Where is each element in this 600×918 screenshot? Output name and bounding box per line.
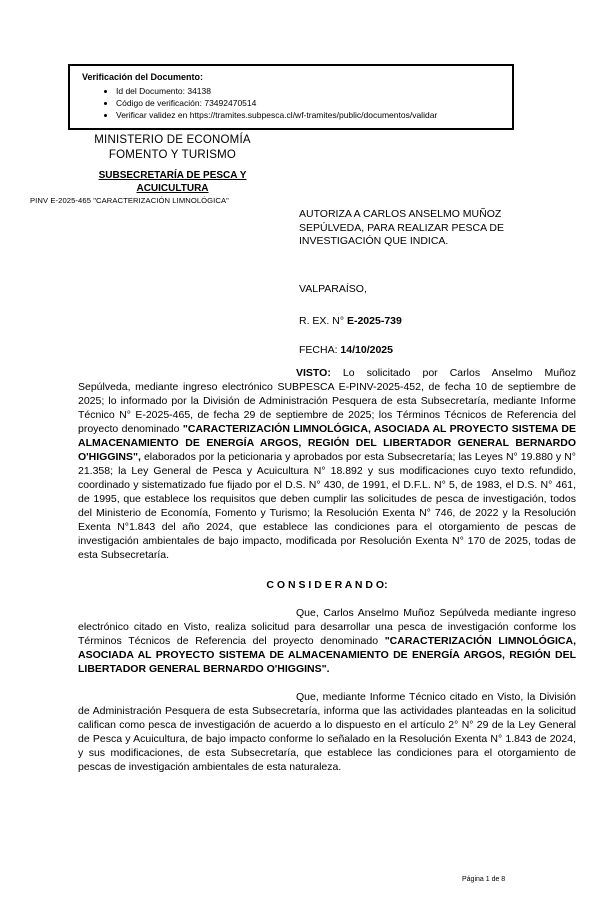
resolution-subject: AUTORIZA A CARLOS ANSELMO MUÑOZ SEPÚLVEDA, PARA REALIZAR PESCA DE INVESTIGACIÓN QUE INDICA. bbox=[299, 208, 505, 247]
page-indicator: Página 1 de 8 bbox=[462, 876, 506, 883]
considerando-paragraph-2: Que, mediante Informe Técnico citado en Visto, la División de Administración Pesquera de esta Subsecretaría, informa que las actividades planteadas en la solicitud califican como pesca de investigación de acuerdo a lo dispuesto en el artículo 2° N° 29 de la Ley General de Pesca y Acuicultura, de bajo impacto conforme lo señalado en la Resolución Exenta N° 1.843 de 2024, y sus modificaciones, de esta Subsecretaría, que establece las condiciones para el otorgamiento de pescas de investigación ambientales de esta naturaleza. bbox=[78, 691, 576, 773]
date-value: 14/10/2025 bbox=[340, 344, 393, 356]
considerando-p1-text: Que, Carlos Anselmo Muñoz Sepúlveda mediante ingreso electrónico citado en Visto, realiza solicitud para desarrollar una pesca de investigación conforme los Términos Técnicos de Referencia del proyecto denominado bbox=[78, 607, 576, 647]
considerando-heading: C O N S I D E R A N D O: bbox=[266, 579, 388, 591]
verification-list bbox=[82, 85, 508, 121]
verification-item-document-id: • Id del Documento: 34138 bbox=[116, 85, 508, 97]
verification-box bbox=[68, 64, 514, 130]
visto-project-title: "CARACTERIZACIÓN LIMNOLÓGICA, ASOCIADA AL PROYECTO SISTEMA DE ALMACENAMIENTO DE ENERGÍA ARGOS, REGIÓN DEL LIBERTADOR GENERAL BERNARDO O'HIGGINS", bbox=[78, 423, 576, 463]
ministry-name-line1: MINISTERIO DE ECONOMÍA bbox=[94, 134, 251, 146]
considerando-p1-project-title: "CARACTERIZACIÓN LIMNOLÓGICA, ASOCIADA AL PROYECTO SISTEMA DE ALMACENAMIENTO DE ENERGÍA ARGOS, REGIÓN DEL LIBERTADOR GENERAL BERNARDO O'HIGGINS". bbox=[78, 635, 576, 675]
ministry-name-line2: FOMENTO Y TURISMO bbox=[108, 149, 237, 161]
city-line: VALPARAÍSO, bbox=[299, 283, 367, 295]
resolution-number-label: R. EX. N° bbox=[299, 315, 347, 327]
visto-text-2: elaborados por la peticionaria y aprobados por esta Subsecretaría; las Leyes N° 19.880 y N° 21.358; la Ley General de Pesca y Acuicultura N° 18.892 y sus modificaciones cuyo texto refundido, coordinado y sistematizado fue fijado por el D.S. N° 430, de 1991, el D.F.L. N° 5, de 1983, el D.S. N° 461, de 1995, que establece los requisitos que deben cumplir las solicitudes de pesca de investigación, todos del Ministerio de Economía, Fomento y Turismo; la Resolución Exenta N° 746, de 2022 y la Resolución Exenta N°1.843 del año 2024, que establece las condiciones para el otorgamiento de pescas de investigación ambientales de bajo impacto, modificada por Resolución Exenta N° 170 de 2025, todas de esta Subsecretaría. bbox=[78, 451, 576, 561]
verification-item-url: • Verificar validez en https://tramites.subpesca.cl/wf-tramites/public/documentos/validar bbox=[116, 109, 508, 121]
date-label: FECHA: bbox=[299, 344, 341, 356]
verification-title: Verificación del Documento: bbox=[82, 72, 204, 82]
resolution-number-line bbox=[299, 315, 402, 327]
visto-text-1: Lo solicitado por Carlos Anselmo Muñoz Sepúlveda, mediante ingreso electrónico SUBPESCA E-PINV-2025-452, de fecha 10 de septiembre de 2025; lo informado por la División de Administración Pesquera de esta Subsecretaría, mediante Informe Técnico N° E-2025-465, de fecha 29 de septiembre de 2025; los Términos Técnicos de Referencia del proyecto denominado bbox=[78, 367, 576, 435]
resolution-number-value: E-2025-739 bbox=[346, 315, 402, 327]
subsecretaria-title: SUBSECRETARÍA DE PESCA Y ACUICULTURA bbox=[98, 170, 247, 194]
considerando-paragraph-1 bbox=[78, 606, 576, 676]
verification-item-code: • Código de verificación: 73492470514 bbox=[116, 97, 508, 109]
letterhead bbox=[40, 133, 305, 195]
document-body bbox=[78, 366, 576, 774]
visto-label: VISTO: bbox=[296, 367, 331, 379]
visto-paragraph bbox=[78, 366, 576, 562]
date-line bbox=[299, 344, 393, 356]
project-reference: PINV E-2025-465 "CARACTERIZACIÓN LIMNOLÓGICA" bbox=[30, 196, 229, 205]
